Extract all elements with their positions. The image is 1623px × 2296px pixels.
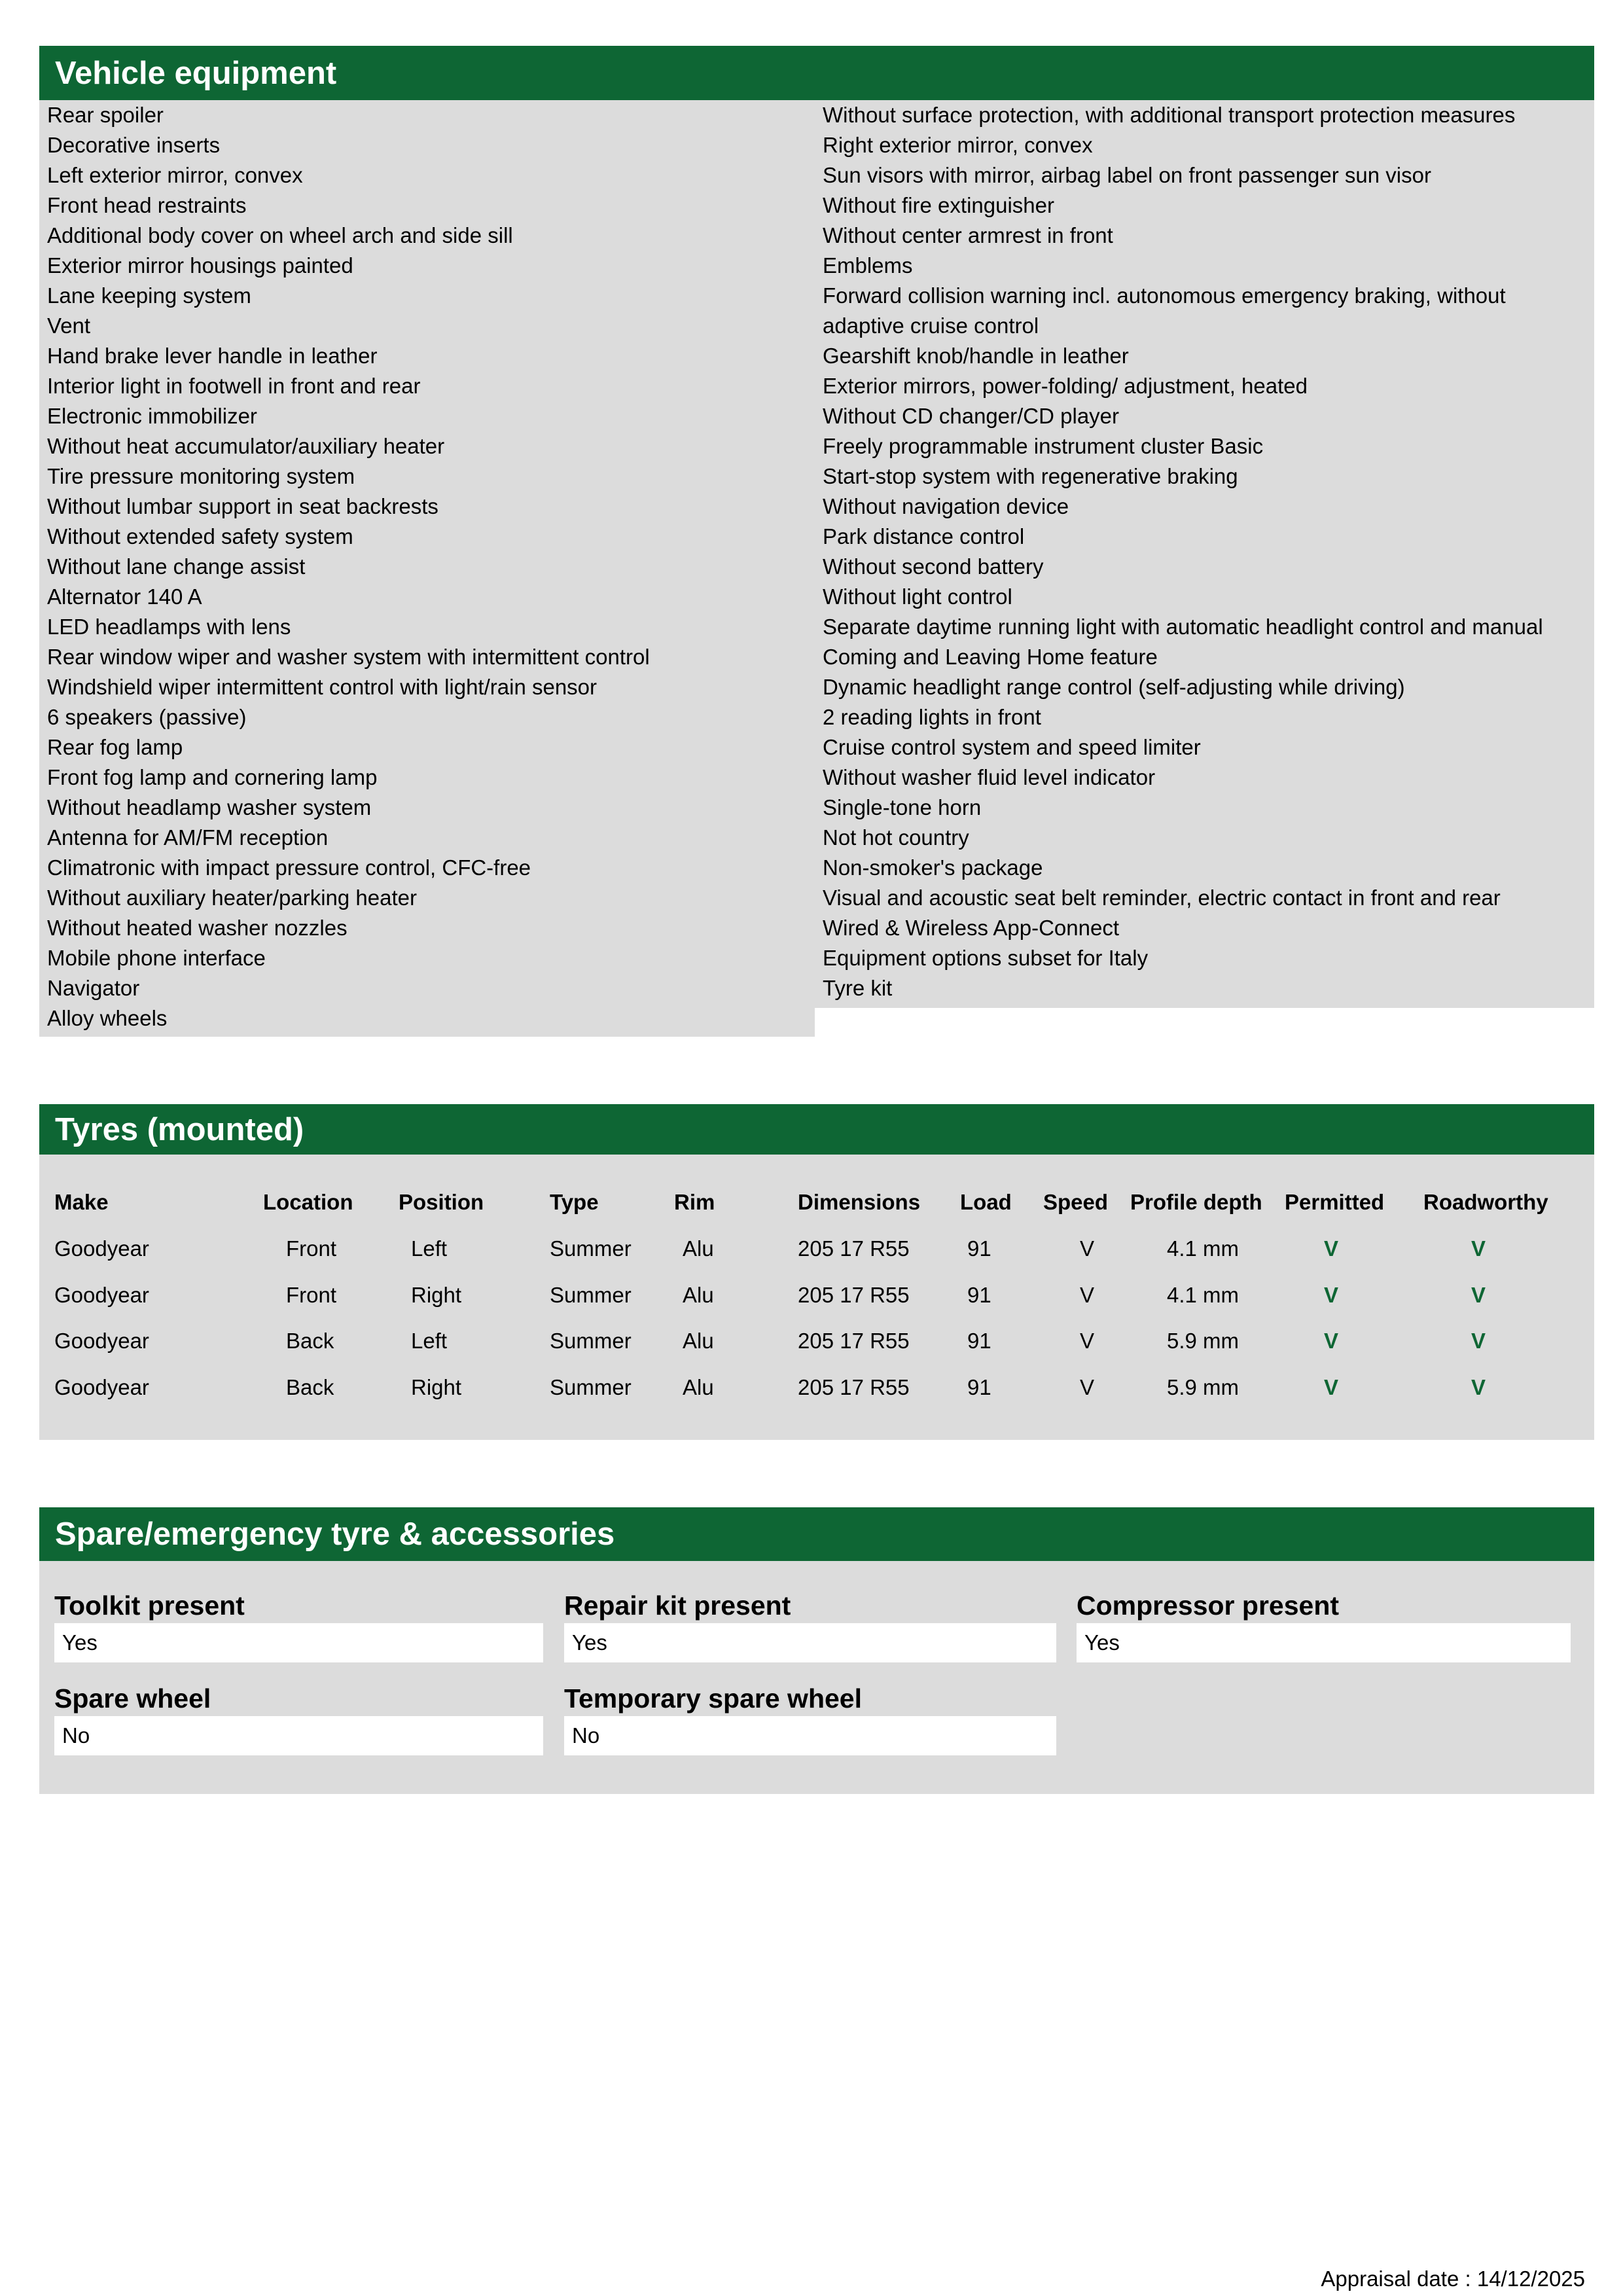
compressor-label: Compressor present	[1077, 1590, 1340, 1621]
permitted-check-icon: V	[1324, 1329, 1339, 1353]
equipment-item: Freely programmable instrument cluster Basic	[823, 434, 1264, 458]
equipment-item: Navigator	[47, 976, 140, 1000]
permitted-check-icon: V	[1324, 1283, 1339, 1307]
equipment-item: 6 speakers (passive)	[47, 705, 247, 729]
tyre-cell-dimensions: 205 17 R55	[798, 1375, 910, 1399]
equipment-item: Forward collision warning incl. autonomous emergency braking, without adaptive cruise control	[823, 283, 1506, 338]
equipment-item: Rear spoiler	[47, 103, 164, 127]
equipment-item: Hand brake lever handle in leather	[47, 344, 378, 368]
tyre-cell-profile-depth: 4.1 mm	[1167, 1283, 1240, 1307]
tyre-cell-load: 91	[967, 1283, 991, 1307]
equipment-item: Without heat accumulator/auxiliary heater	[47, 434, 445, 458]
toolkit-value	[54, 1623, 543, 1662]
column-header-roadworthy: Roadworthy	[1423, 1190, 1548, 1214]
vehicle-equipment-header	[39, 46, 1594, 100]
equipment-item: Park distance control	[823, 524, 1025, 548]
roadworthy-check-icon: V	[1471, 1236, 1486, 1261]
equipment-item: Separate daytime running light with automatic headlight control and manual	[823, 615, 1543, 639]
equipment-item: Without center armrest in front	[823, 223, 1113, 247]
equipment-item: Without light control	[823, 584, 1012, 609]
equipment-item: Emblems	[823, 253, 913, 278]
repair-kit-value-text: Yes	[572, 1630, 607, 1655]
equipment-item: Mobile phone interface	[47, 946, 266, 970]
tyre-cell-location: Front	[286, 1236, 337, 1261]
equipment-item: Sun visors with mirror, airbag label on front passenger sun visor	[823, 163, 1431, 187]
equipment-item: Antenna for AM/FM reception	[47, 825, 329, 850]
equipment-item: Visual and acoustic seat belt reminder, electric contact in front and rear	[823, 886, 1501, 910]
equipment-item: Without extended safety system	[47, 524, 353, 548]
equipment-item: Dynamic headlight range control (self-adjusting while driving)	[823, 675, 1405, 699]
equipment-left-list	[39, 100, 815, 1033]
tyre-cell-speed: V	[1080, 1283, 1095, 1307]
equipment-item: Without heated washer nozzles	[47, 916, 348, 940]
spare-wheel-label: Spare wheel	[54, 1683, 211, 1713]
toolkit-label: Toolkit present	[54, 1590, 245, 1621]
tyre-cell-profile-depth: 4.1 mm	[1167, 1236, 1240, 1261]
spare-accessories-header	[39, 1507, 1594, 1561]
tyre-cell-speed: V	[1080, 1375, 1095, 1399]
equipment-item: Without lumbar support in seat backrests	[47, 494, 438, 518]
permitted-check-icon: V	[1324, 1236, 1339, 1261]
equipment-item: Wired & Wireless App-Connect	[823, 916, 1119, 940]
equipment-item: Tyre kit	[823, 976, 893, 1000]
section-title: Spare/emergency tyre & accessories	[55, 1516, 615, 1552]
tyre-cell-rim: Alu	[683, 1283, 714, 1307]
tyre-cell-position: Left	[411, 1329, 448, 1353]
column-header-dimensions: Dimensions	[798, 1190, 921, 1214]
tyres-table	[39, 1155, 1594, 1440]
column-header-type: Type	[550, 1190, 599, 1214]
equipment-item: Gearshift knob/handle in leather	[823, 344, 1129, 368]
temporary-spare-wheel-value	[564, 1716, 1056, 1755]
equipment-item: Vent	[47, 314, 91, 338]
tyre-cell-load: 91	[967, 1329, 991, 1353]
column-header-position: Position	[399, 1190, 484, 1214]
tyre-cell-profile-depth: 5.9 mm	[1167, 1375, 1240, 1399]
column-header-location: Location	[263, 1190, 353, 1214]
tyre-cell-location: Back	[286, 1375, 334, 1399]
tyre-cell-location: Front	[286, 1283, 337, 1307]
equipment-item: Left exterior mirror, convex	[47, 163, 303, 187]
repair-kit-label: Repair kit present	[564, 1590, 791, 1621]
equipment-item: Without surface protection, with additional transport protection measures	[823, 103, 1516, 127]
equipment-item: Non-smoker's package	[823, 855, 1043, 880]
compressor-value-text: Yes	[1084, 1630, 1120, 1655]
equipment-item: Alloy wheels	[47, 1006, 168, 1030]
equipment-item: Additional body cover on wheel arch and side sill	[47, 223, 513, 247]
equipment-item: Lane keeping system	[47, 283, 251, 308]
column-header-speed: Speed	[1043, 1190, 1109, 1214]
tyre-cell-rim: Alu	[683, 1236, 714, 1261]
tyres-header	[39, 1104, 1594, 1155]
tyre-cell-speed: V	[1080, 1329, 1095, 1353]
toolkit-value-text: Yes	[62, 1630, 98, 1655]
tyre-cell-type: Summer	[550, 1283, 632, 1307]
column-header-load: Load	[960, 1190, 1012, 1214]
equipment-item: Exterior mirrors, power-folding/ adjustment, heated	[823, 374, 1308, 398]
equipment-item: LED headlamps with lens	[47, 615, 291, 639]
roadworthy-check-icon: V	[1471, 1283, 1486, 1307]
equipment-item: Front head restraints	[47, 193, 247, 217]
equipment-item: Rear window wiper and washer system with intermittent control	[47, 645, 650, 669]
equipment-item: Rear fog lamp	[47, 735, 183, 759]
equipment-item: Decorative inserts	[47, 133, 221, 157]
equipment-item: Not hot country	[823, 825, 969, 850]
tyre-cell-position: Left	[411, 1236, 448, 1261]
spare-panel	[39, 1561, 1594, 1794]
tyre-cell-load: 91	[967, 1375, 991, 1399]
tyre-cell-rim: Alu	[683, 1329, 714, 1353]
column-header-permitted: Permitted	[1285, 1190, 1385, 1214]
temporary-spare-wheel-value-text: No	[572, 1723, 600, 1748]
tyre-cell-position: Right	[411, 1283, 462, 1307]
tyre-cell-location: Back	[286, 1329, 334, 1353]
tyre-cell-type: Summer	[550, 1236, 632, 1261]
temporary-spare-wheel-label: Temporary spare wheel	[564, 1683, 862, 1713]
spare-wheel-value	[54, 1716, 543, 1755]
tyre-cell-dimensions: 205 17 R55	[798, 1283, 910, 1307]
tyre-cell-load: 91	[967, 1236, 991, 1261]
tyre-cell-position: Right	[411, 1375, 462, 1399]
tyre-cell-make: Goodyear	[54, 1329, 149, 1353]
equipment-item: Front fog lamp and cornering lamp	[47, 765, 378, 789]
equipment-item: 2 reading lights in front	[823, 705, 1041, 729]
equipment-item: Equipment options subset for Italy	[823, 946, 1149, 970]
equipment-item: Single-tone horn	[823, 795, 982, 819]
equipment-item: Without headlamp washer system	[47, 795, 372, 819]
column-header-profile-depth: Profile depth	[1130, 1190, 1262, 1214]
equipment-item: Without CD changer/CD player	[823, 404, 1120, 428]
column-header-rim: Rim	[674, 1190, 715, 1214]
tyre-cell-make: Goodyear	[54, 1283, 149, 1307]
section-title: Vehicle equipment	[55, 55, 337, 91]
equipment-item: Interior light in footwell in front and rear	[47, 374, 421, 398]
permitted-check-icon: V	[1324, 1375, 1339, 1399]
equipment-item: Alternator 140 A	[47, 584, 202, 609]
tyre-cell-speed: V	[1080, 1236, 1095, 1261]
section-title: Tyres (mounted)	[55, 1111, 304, 1147]
tyre-cell-type: Summer	[550, 1329, 632, 1353]
equipment-item: Start-stop system with regenerative braking	[823, 464, 1238, 488]
equipment-item: Tire pressure monitoring system	[47, 464, 355, 488]
compressor-value	[1077, 1623, 1571, 1662]
equipment-item: Without auxiliary heater/parking heater	[47, 886, 417, 910]
tyre-cell-dimensions: 205 17 R55	[798, 1236, 910, 1261]
equipment-item: Electronic immobilizer	[47, 404, 257, 428]
equipment-item: Without lane change assist	[47, 554, 306, 579]
tyre-cell-profile-depth: 5.9 mm	[1167, 1329, 1240, 1353]
column-header-make: Make	[54, 1190, 109, 1214]
tyre-cell-rim: Alu	[683, 1375, 714, 1399]
appraisal-date: Appraisal date : 14/12/2025	[1321, 2267, 1585, 2291]
equipment-item: Without washer fluid level indicator	[823, 765, 1156, 789]
tyre-cell-dimensions: 205 17 R55	[798, 1329, 910, 1353]
equipment-item: Without fire extinguisher	[823, 193, 1054, 217]
equipment-item: Coming and Leaving Home feature	[823, 645, 1158, 669]
tyre-cell-make: Goodyear	[54, 1236, 149, 1261]
equipment-item: Exterior mirror housings painted	[47, 253, 353, 278]
spare-wheel-value-text: No	[62, 1723, 90, 1748]
equipment-item: Climatronic with impact pressure control, CFC-free	[47, 855, 531, 880]
equipment-right-list	[815, 100, 1594, 1003]
equipment-item: Right exterior mirror, convex	[823, 133, 1093, 157]
roadworthy-check-icon: V	[1471, 1329, 1486, 1353]
tyre-cell-type: Summer	[550, 1375, 632, 1399]
equipment-item: Without navigation device	[823, 494, 1069, 518]
equipment-item: Cruise control system and speed limiter	[823, 735, 1201, 759]
roadworthy-check-icon: V	[1471, 1375, 1486, 1399]
equipment-item: Without second battery	[823, 554, 1044, 579]
repair-kit-value	[564, 1623, 1056, 1662]
tyre-cell-make: Goodyear	[54, 1375, 149, 1399]
equipment-item: Windshield wiper intermittent control with light/rain sensor	[47, 675, 597, 699]
